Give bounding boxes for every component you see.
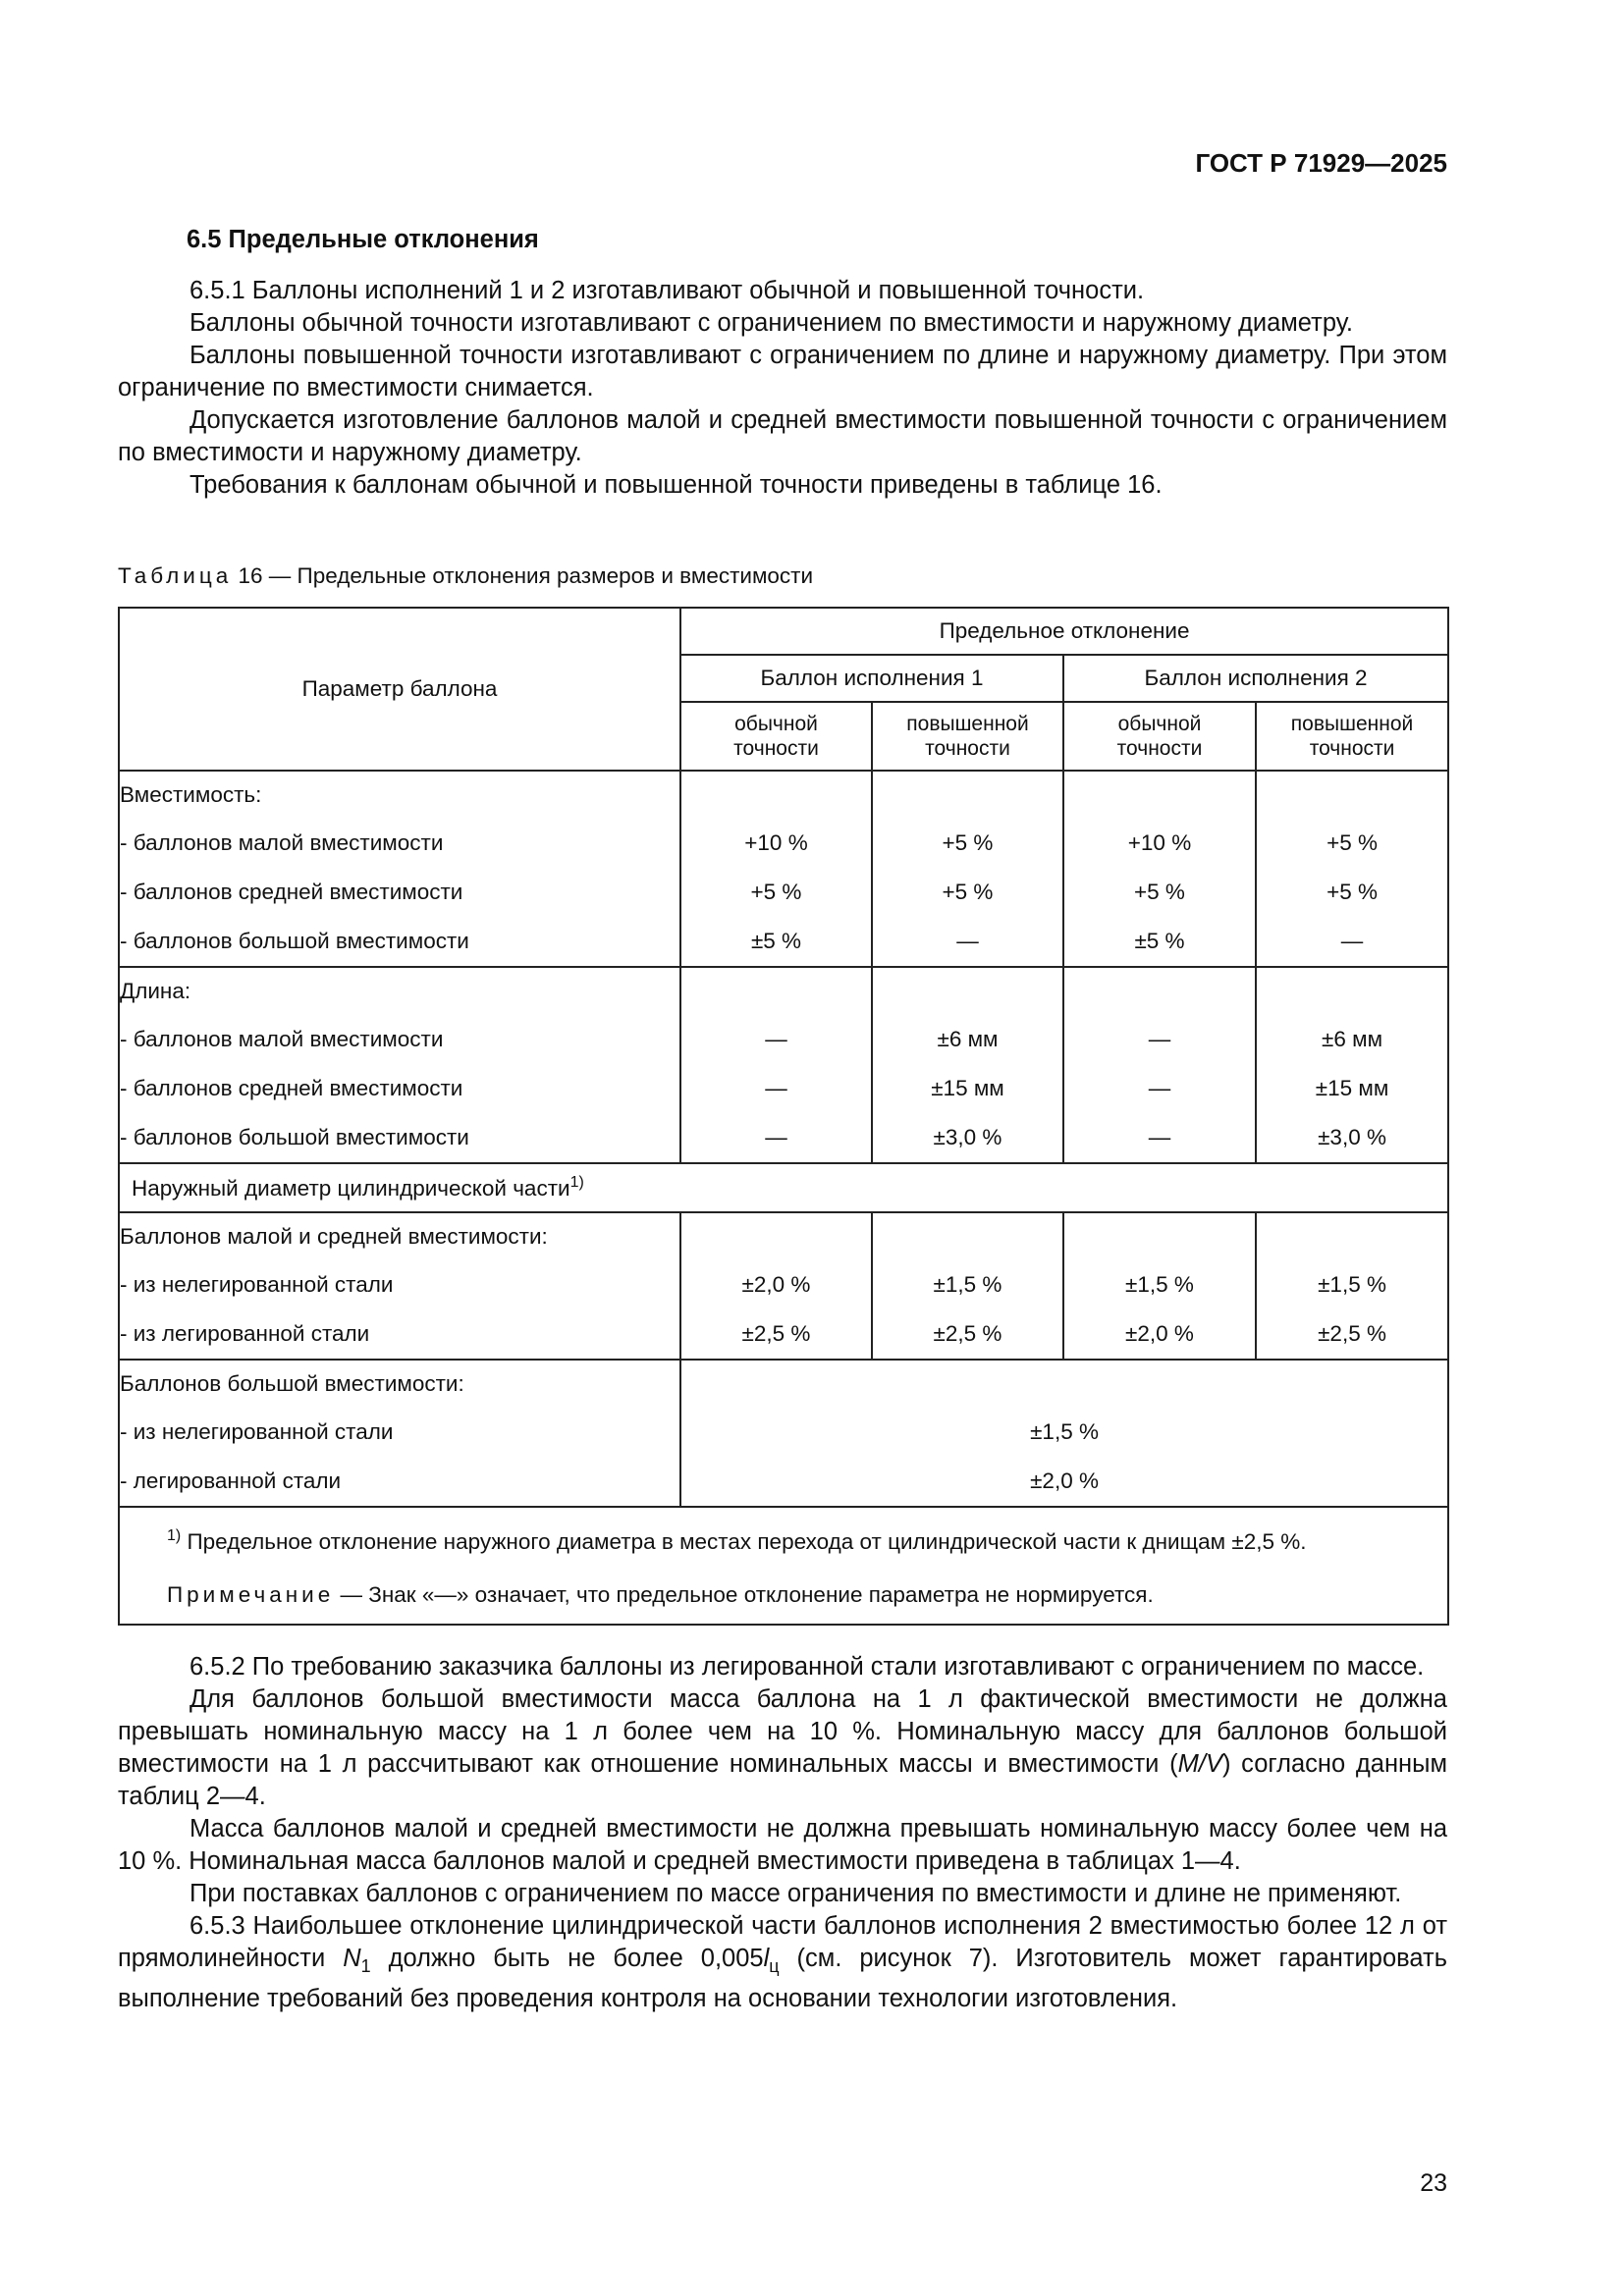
table-caption bbox=[118, 563, 813, 589]
value-cell: — bbox=[765, 1076, 787, 1100]
value-cell: ±1,5 % bbox=[1030, 1419, 1099, 1444]
table-row-capacity bbox=[119, 771, 1448, 967]
row-label: - из легированной стали bbox=[120, 1321, 370, 1346]
value-cell: ±2,5 % bbox=[933, 1321, 1002, 1346]
paragraph: Баллоны повышенной точности изготавливают с ограничением по длине и наружному диаметру. При этом ограничение по вместимости снимается. bbox=[118, 342, 1447, 401]
row-label: - баллонов малой вместимости bbox=[120, 1027, 444, 1051]
group-title-length: Длина: bbox=[120, 979, 191, 1003]
paragraph: Масса баллонов малой и средней вместимости не должна превышать номинальную массу более чем на 10 %. Номинальная масса баллонов малой и средней вместимости приведена в таблицах 1—4. bbox=[118, 1815, 1447, 1875]
value-cell: +5 % bbox=[1326, 830, 1378, 855]
header-normal-precision: обычной точности bbox=[1063, 702, 1256, 771]
value-cell: — bbox=[1340, 929, 1364, 953]
value-cell: +10 % bbox=[1127, 830, 1192, 855]
limit-deviation-table bbox=[118, 607, 1449, 1626]
value-cell: — bbox=[765, 1125, 787, 1149]
paragraph: Баллоны обычной точности изготавливают с ограничением по вместимости и наружному диаметру. bbox=[189, 309, 1354, 337]
section-continued bbox=[118, 1651, 1447, 2015]
row-label: - баллонов средней вместимости bbox=[120, 1076, 463, 1100]
table-caption-title: 16 — Предельные отклонения размеров и вместимости bbox=[238, 563, 814, 588]
header-exec-1: Баллон исполнения 1 bbox=[680, 655, 1063, 702]
value-cell: ±2,0 % bbox=[1125, 1321, 1194, 1346]
row-label: - из нелегированной стали bbox=[120, 1272, 394, 1297]
row-label: - баллонов большой вместимости bbox=[120, 1125, 469, 1149]
header-high-precision: повышенной точности bbox=[1256, 702, 1448, 771]
group-title-small-medium: Баллонов малой и средней вместимости: bbox=[120, 1224, 548, 1249]
value-cell: ±1,5 % bbox=[1318, 1272, 1386, 1297]
value-cell: — bbox=[1148, 1076, 1171, 1100]
value-cell: — bbox=[1148, 1027, 1171, 1051]
header-exec-2: Баллон исполнения 2 bbox=[1063, 655, 1448, 702]
value-cell: ±15 мм bbox=[931, 1076, 1004, 1100]
value-cell: ±2,0 % bbox=[741, 1272, 811, 1297]
value-cell: ±6 мм bbox=[937, 1027, 999, 1051]
value-cell: +5 % bbox=[750, 880, 802, 904]
paragraph: 6.5.2 По требованию заказчика баллоны из легированной стали изготавливают с ограничением по массе. bbox=[189, 1653, 1425, 1681]
paragraph: Требования к баллонам обычной и повышенной точности приведены в таблице 16. bbox=[189, 471, 1163, 499]
header-param: Параметр баллона bbox=[119, 608, 680, 771]
value-cell: +5 % bbox=[1134, 880, 1185, 904]
row-label: - легированной стали bbox=[120, 1468, 342, 1493]
value-cell: — bbox=[1148, 1125, 1171, 1149]
value-cell: ±1,5 % bbox=[1125, 1272, 1194, 1297]
paragraph: Допускается изготовление баллонов малой и средней вместимости повышенной точности с ограничением по вместимости и наружному диаметру. bbox=[118, 406, 1447, 466]
diameter-title: Наружный диаметр цилиндрической части$^{1)}$ bbox=[119, 1163, 1448, 1212]
group-title-capacity: Вместимость: bbox=[120, 782, 262, 807]
value-cell: ±6 мм bbox=[1321, 1027, 1383, 1051]
row-label: - баллонов большой вместимости bbox=[120, 929, 469, 953]
row-label: - из нелегированной стали bbox=[120, 1419, 394, 1444]
section-heading: 6.5 Предельные отклонения bbox=[187, 226, 539, 253]
header-limit-deviation: Предельное отклонение bbox=[680, 608, 1448, 655]
header-normal-precision: обычной точности bbox=[680, 702, 872, 771]
paragraph: При поставках баллонов с ограничением по массе ограничения по вместимости и длине не применяют. bbox=[189, 1880, 1402, 1907]
value-cell: ±1,5 % bbox=[933, 1272, 1002, 1297]
value-cell: +10 % bbox=[744, 830, 808, 855]
table-row-length bbox=[119, 967, 1448, 1163]
table-caption-word: Таблица bbox=[118, 563, 233, 588]
value-cell: ±2,5 % bbox=[1318, 1321, 1386, 1346]
row-label: - баллонов средней вместимости bbox=[120, 880, 463, 904]
value-cell: +5 % bbox=[942, 830, 994, 855]
value-cell: +5 % bbox=[1326, 880, 1378, 904]
value-cell: ±2,5 % bbox=[741, 1321, 811, 1346]
value-cell: +5 % bbox=[942, 880, 994, 904]
value-cell: ±2,0 % bbox=[1030, 1468, 1099, 1493]
value-cell: ±15 мм bbox=[1315, 1076, 1389, 1100]
paragraph: Для баллонов большой вместимости масса баллона на 1 л фактической вместимости не должна превышать номинальную массу на 1 л более чем на 10 %. Номинальную массу для баллонов большой вместимости на 1 л рассчитывают как отношение номинальных массы и вместимости (M/V) согласно данным таблиц 2—4. bbox=[118, 1685, 1447, 1810]
table-note: Примечание — Знак «—» означает, что предельное отклонение параметра не нормируется. bbox=[167, 1582, 1154, 1607]
group-title-large: Баллонов большой вместимости: bbox=[120, 1371, 464, 1396]
paragraph: 6.5.3 Наибольшее отклонение цилиндрической части баллонов исполнения 2 вместимостью более 12 л от прямолинейности $N_1$ должно быть не более $0,005l_ц$ (см. рисунок 7). Изготовитель может гарантировать выполнение требований без проведения контроля на основании технологии изготовления. bbox=[118, 1912, 1447, 2012]
page-number: 23 bbox=[1420, 2169, 1447, 2197]
value-cell: — bbox=[956, 929, 979, 953]
table-row-large bbox=[119, 1360, 1448, 1507]
value-cell: ±3,0 % bbox=[933, 1125, 1002, 1149]
table-row-diameter bbox=[119, 1163, 1448, 1212]
value-cell: — bbox=[765, 1027, 787, 1051]
section-intro bbox=[118, 275, 1447, 502]
document-id: ГОСТ Р 71929—2025 bbox=[1195, 148, 1447, 178]
header-high-precision: повышенной точности bbox=[872, 702, 1063, 771]
value-cell: ±5 % bbox=[1134, 929, 1185, 953]
value-cell: ±5 % bbox=[750, 929, 802, 953]
table-row-small-medium bbox=[119, 1212, 1448, 1360]
table-footer bbox=[119, 1507, 1448, 1625]
footnote: $^{1)}$ Предельное отклонение наружного диаметра в местах перехода от цилиндрической части к днищам ±2,5 %. bbox=[167, 1527, 1307, 1554]
row-label: - баллонов малой вместимости bbox=[120, 830, 444, 855]
value-cell: ±3,0 % bbox=[1318, 1125, 1386, 1149]
paragraph: 6.5.1 Баллоны исполнений 1 и 2 изготавливают обычной и повышенной точности. bbox=[189, 277, 1145, 304]
